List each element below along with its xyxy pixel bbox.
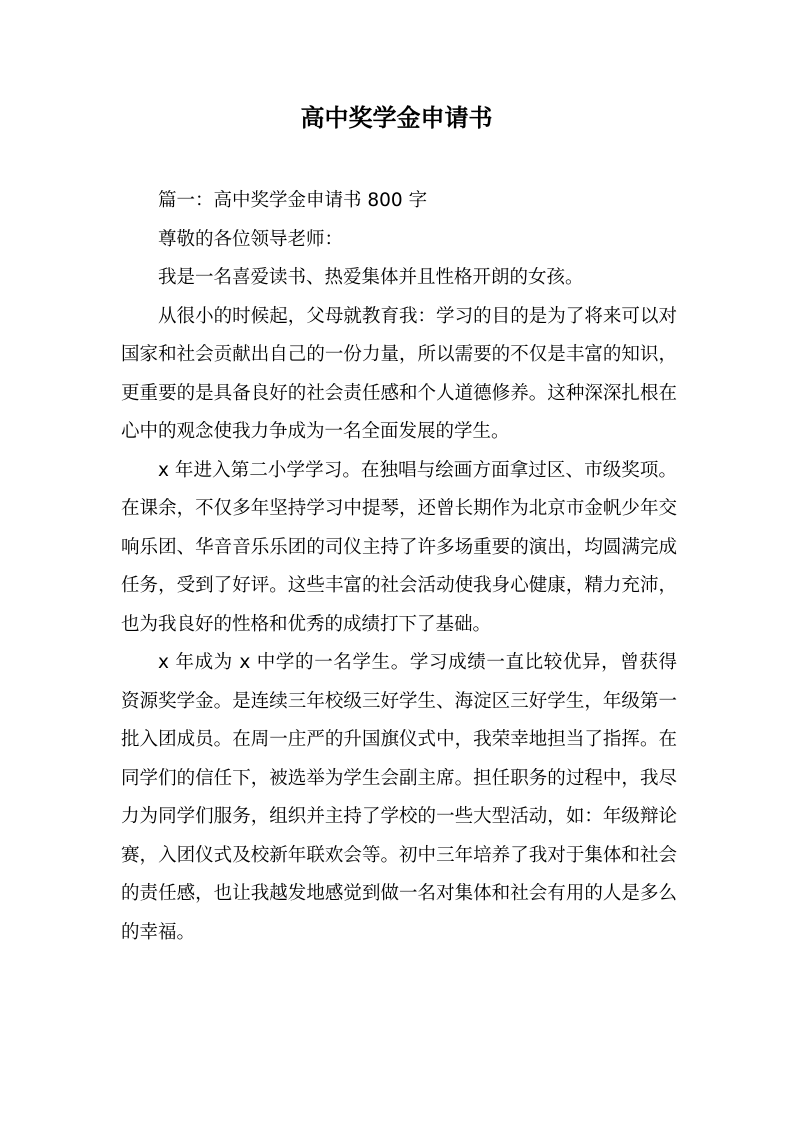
- paragraph-salutation: 尊敬的各位领导老师：: [158, 228, 344, 250]
- paragraph-middle-school: x 年成为 x 中学的一名学生。学习成绩一直比较优异，曾获得资源奖学金。是连续三年校级三好学生、海淀区三好学生，年级第一批入团成员。在周一庄严的升国旗仪式中，我荣幸地担当了指挥。在同学们的信任下，被选举为学生会副主席。担任职务的过程中，我尽力为同学们服务，组织并主持了学校的一些大型活动，如：年级辩论赛，入团仪式及校新年联欢会等。初中三年培养了我对于集体和社会的责任感，也让我越发地感觉到做一名对集体和社会有用的人是多么的幸福。: [121, 652, 677, 943]
- paragraph-childhood: 从很小的时候起，父母就教育我：学习的目的是为了将来可以对国家和社会贡献出自己的一份力量，所以需要的不仅是丰富的知识，更重要的是具备良好的社会责任感和个人道德修养。这种深深扎根在心中的观念使我力争成为一名全面发展的学生。: [121, 305, 677, 442]
- paragraph-heading: 篇一：高中奖学金申请书 800 字: [158, 190, 428, 211]
- document-body: [121, 182, 677, 952]
- paragraph-intro: 我是一名喜爱读书、热爱集体并且性格开朗的女孩。: [158, 267, 584, 288]
- paragraph-primary-school: x 年进入第二小学学习。在独唱与绘画方面拿过区、市级奖项。在课余，不仅多年坚持学习中提琴，还曾长期作为北京市金帆少年交响乐团、华音音乐乐团的司仪主持了许多场重要的演出，均圆满完成任务，受到了好评。这些丰富的社会活动使我身心健康，精力充沛，也为我良好的性格和优秀的成绩打下了基础。: [121, 459, 677, 635]
- document-title: 高中奖学金申请书: [300, 104, 493, 132]
